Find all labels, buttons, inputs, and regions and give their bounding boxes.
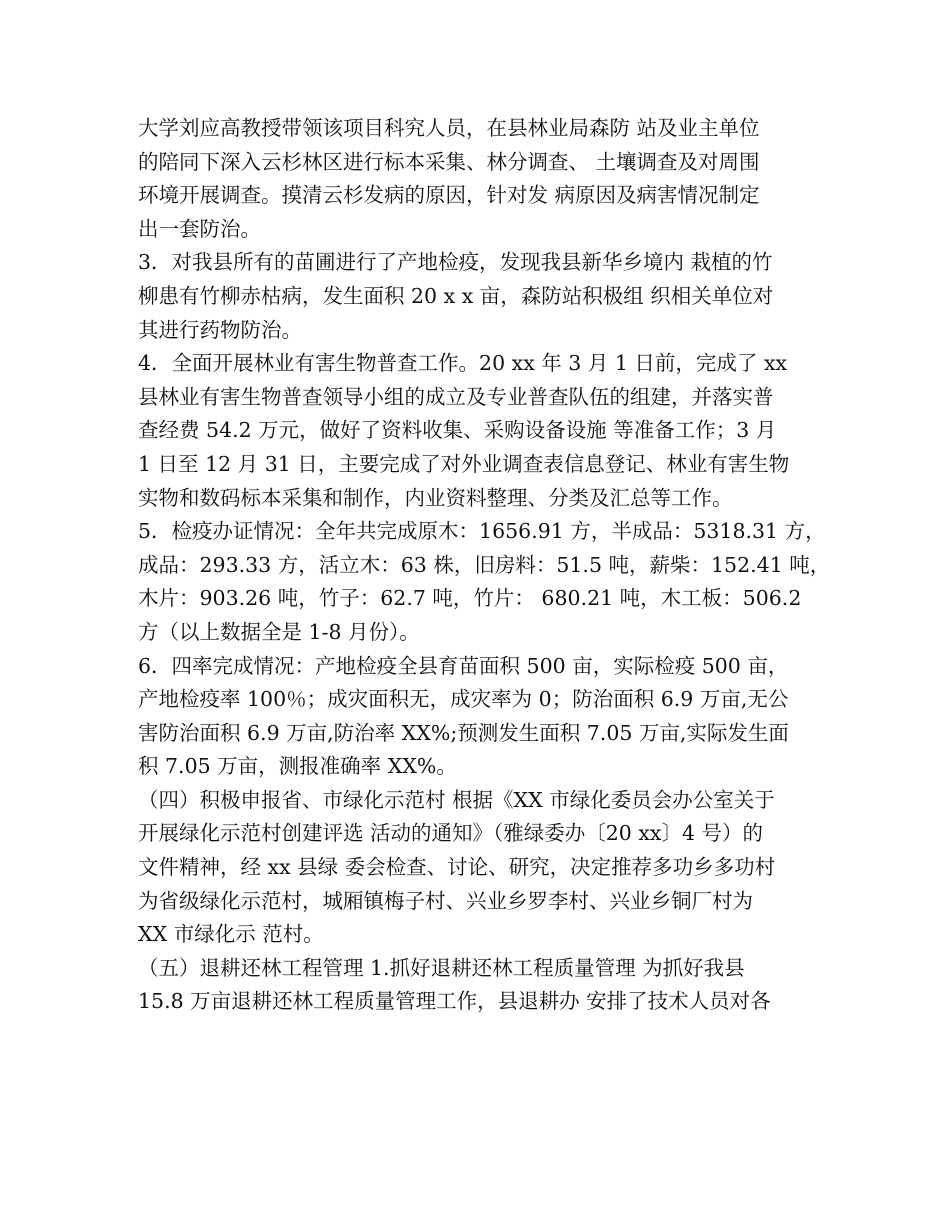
text-line: 4．全面开展林业有害生物普查工作。20 xx 年 3 月 1 日前，完成了 xx	[138, 351, 788, 376]
text-line: 查经费 54.2 万元，做好了资料收集、采购设备设施 等准备工作；3 月	[138, 418, 777, 443]
text-line: 15.8 万亩退耕还林工程质量管理工作，县退耕办 安排了技术人员对各	[138, 989, 771, 1014]
text-line: 文件精神，经 xx 县绿 委会检查、讨论、研究，决定推荐多功乡多功村	[138, 855, 776, 880]
text-line: 5．检疫办证情况：全年共完成原木：1656.91 方，半成品：5318.31 方，	[138, 519, 826, 544]
text-line: 1 日至 12 月 31 日，主要完成了对外业调查表信息登记、林业有害生物	[138, 451, 790, 476]
text-line: 害防治面积 6.9 万亩,防治率 XX%;预测发生面积 7.05 万亩,实际发生面	[138, 720, 789, 745]
text-line: 6．四率完成情况：产地检疫全县育苗面积 500 亩，实际检疫 500 亩，	[138, 653, 789, 678]
text-line: 大学刘应高教授带领该项目科究人员，在县林业局森防 站及业主单位	[138, 116, 760, 140]
text-line: 环境开展调查。摸清云杉发病的原因，针对发 病原因及病害情况制定	[138, 183, 760, 208]
text-line: 木片：903.26 吨，竹子：62.7 吨，竹片： 680.21 吨，木工板：506.2	[138, 586, 802, 611]
text-line: 方（以上数据全是 1-8 月份）。	[138, 619, 420, 644]
text-line: 产地检疫率 100％；成灾面积无，成灾率为 0；防治面积 6.9 万亩,无公	[138, 687, 789, 712]
text-line: 实物和数码标本采集和制作，内业资料整理、分类及汇总等工作。	[138, 485, 733, 510]
text-line: （五）退耕还林工程管理 1.抓好退耕还林工程质量管理 为抓好我县	[138, 955, 745, 980]
text-line: 的陪同下深入云杉林区进行标本采集、林分调查、 土壤调查及对周围	[138, 149, 760, 174]
text-line: 为省级绿化示范村，城厢镇梅子村、兴业乡罗李村、兴业乡铜厂村为	[138, 888, 753, 913]
text-line: XX 市绿化示 范村。	[138, 922, 324, 947]
text-line: 柳患有竹柳赤枯病，发生面积 20 x x 亩，森防站积极组 织相关单位对	[138, 283, 774, 308]
text-line: （四）积极申报省、市绿化示范村 根据《XX 市绿化委员会办公室关于	[138, 787, 775, 812]
text-line: 其进行药物防治。	[138, 317, 302, 342]
text-line: 成品：293.33 方，活立木：63 株，旧房料：51.5 吨，薪柴：152.41 吨，	[138, 552, 831, 577]
text-line: 3．对我县所有的苗圃进行了产地检疫，发现我县新华乡境内 栽植的竹	[138, 250, 773, 275]
text-line: 积 7.05 万亩，测报准确率 XX%。	[138, 754, 457, 779]
text-line: 县林业有害生物普查领导小组的成立及专业普查队伍的组建，并落实普	[138, 384, 774, 409]
text-line: 出一套防治。	[138, 216, 261, 241]
text-line: 开展绿化示范村创建评选 活动的通知》（雅绿委办〔20 xx〕4 号）的	[138, 821, 764, 846]
document-body	[138, 112, 831, 1019]
